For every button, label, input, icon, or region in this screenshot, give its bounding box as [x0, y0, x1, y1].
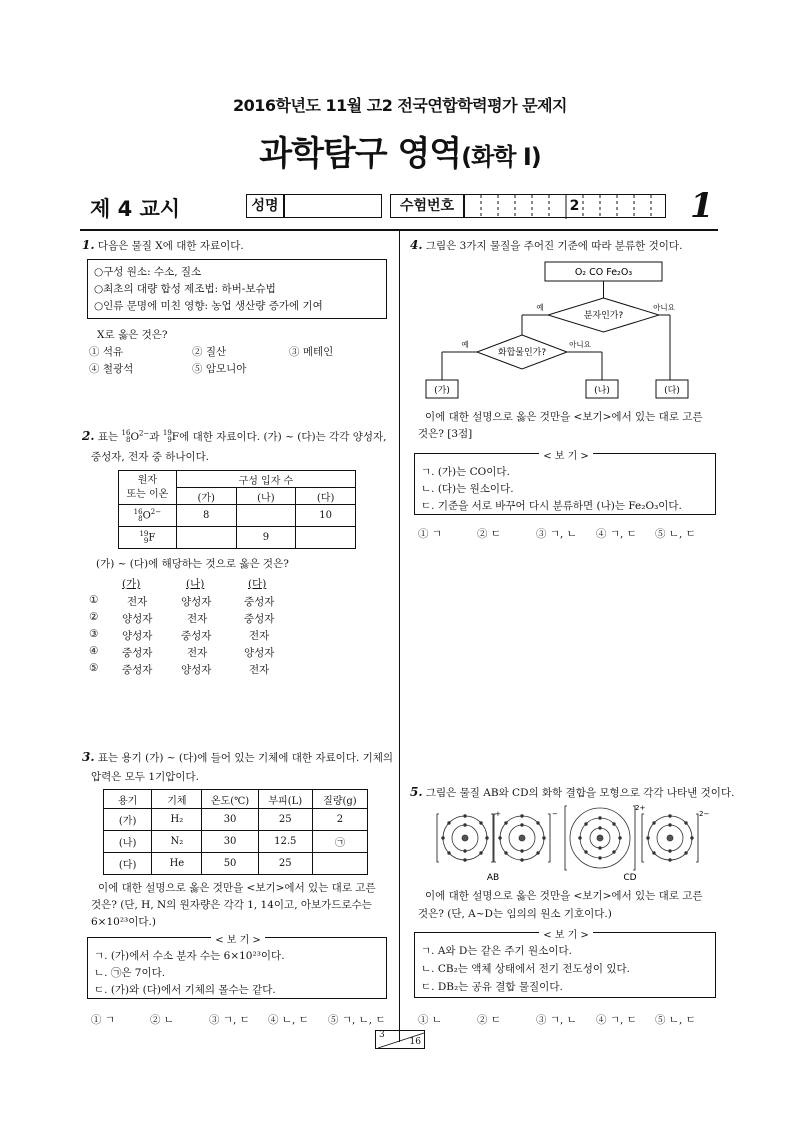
q3-cell: He — [152, 853, 202, 875]
q4-substances-text: O₂ CO Fe₂O₃ — [574, 267, 633, 278]
q5-ab-plus: + — [495, 810, 501, 818]
q3-bogi-item: ㄴ. ㉠은 7이다. — [94, 967, 166, 979]
q3-stem-line1 — [82, 750, 393, 765]
id-label: 수험번호 — [399, 198, 455, 214]
q1-info-line: ○인류 문명에 미친 영향: 농업 생산량 증가에 기여 — [94, 300, 323, 312]
q1-option-1[interactable]: ① 석유 — [89, 346, 124, 358]
q5-label-cd: CD — [623, 873, 637, 883]
q3-header: 기체 — [152, 790, 202, 809]
q2-answer-row[interactable] — [89, 611, 389, 628]
q3-cell: ㉠ — [312, 831, 367, 853]
q4-flowchart — [420, 255, 710, 405]
q2-table — [118, 470, 356, 549]
q3-cell: 30 — [202, 809, 258, 831]
q3-bogi-item: ㄷ. (가)와 (다)에서 기체의 몰수는 같다. — [94, 984, 276, 996]
q2-answer-c: 전자 — [249, 664, 270, 676]
q2-answer-row[interactable] — [89, 628, 389, 645]
q4-option-1[interactable]: ① ㄱ — [418, 528, 442, 540]
q2-stem-a: 표는 — [97, 431, 119, 443]
q3-stem1: 표는 용기 (가) ~ (다)에 들어 있는 기체에 대한 자료이다. 기체의 — [97, 752, 394, 764]
q3-cell: (나) — [104, 831, 152, 853]
q2-answer-a: 전자 — [127, 596, 148, 608]
q2-question: (가) ~ (다)에 해당하는 것으로 옳은 것은? — [96, 558, 289, 570]
q5-bogi-label: < 보 기 > — [539, 930, 593, 941]
q2-answer-c: 중성자 — [244, 596, 275, 608]
q3-option-3[interactable]: ③ ㄱ, ㄷ — [209, 1014, 250, 1026]
q2-answer-c: 양성자 — [244, 647, 275, 659]
q2-stem-c: 에 대한 자료이다. (가) ~ (다)는 각각 양성자, — [179, 431, 387, 443]
subject-title — [0, 126, 800, 175]
q2-row2-species — [119, 527, 177, 549]
q5-body1: 이에 대한 설명으로 옳은 것만을 <보기>에서 있는 대로 고른 — [425, 890, 703, 902]
q4-body1: 이에 대한 설명으로 옳은 것만을 <보기>에서 있는 대로 고른 — [425, 411, 703, 423]
q3-header: 질량(g) — [312, 790, 367, 809]
q2-stem-line2: 중성자, 전자 중 하나이다. — [91, 451, 210, 463]
q4-bogi-label: < 보 기 > — [539, 451, 593, 462]
q2-answer-row[interactable] — [89, 662, 389, 679]
q3-cell: H₂ — [152, 809, 202, 831]
q4-decision1-text: 분자인가? — [583, 311, 624, 321]
q3-cell: (가) — [104, 809, 152, 831]
q2-answer-a: 양성자 — [122, 613, 153, 625]
q2-row1-z: 8 — [138, 514, 143, 523]
q2-col-a: (가) — [176, 488, 236, 505]
q2-ion2-mass: 19 — [162, 429, 172, 437]
q2-answer-a: 중성자 — [122, 664, 153, 676]
q2-ion2-z: 9 — [167, 436, 172, 444]
q4-option-5[interactable]: ⑤ ㄴ, ㄷ — [655, 528, 696, 540]
q2-row1-c: 10 — [296, 505, 356, 527]
q2-answer-num: ① — [89, 594, 99, 606]
q2-ion2-symbol: F — [171, 431, 180, 443]
q1-option-4[interactable]: ④ 철광석 — [89, 363, 134, 375]
q2-row2-b: 9 — [236, 527, 296, 549]
q2-row2-z: 9 — [143, 536, 149, 545]
q2-row2-symbol: F — [148, 532, 156, 543]
name-label-box — [246, 194, 284, 218]
q1-option-3[interactable]: ③ 메테인 — [289, 346, 334, 358]
q2-answer-b: 양성자 — [181, 664, 212, 676]
q2-table-h1: 원자 — [137, 474, 158, 486]
q5-option-4[interactable]: ④ ㄱ, ㄷ — [596, 1014, 637, 1026]
q5-cd-minus: 2− — [699, 810, 710, 818]
q5-bogi-box — [414, 932, 716, 998]
q4-bogi-item: ㄷ. 기준을 서로 바꾸어 다시 분류하면 (나)는 Fe₂O₃이다. — [421, 500, 682, 512]
q3-option-1[interactable]: ① ㄱ — [91, 1014, 115, 1026]
q4-stem — [410, 238, 682, 253]
subject-sub: (화학 Ⅰ) — [461, 143, 541, 171]
column-divider — [399, 231, 400, 1042]
q5-cd-plus: 2+ — [635, 804, 646, 812]
q4-yes2: 예 — [461, 340, 469, 349]
q5-ab-cation — [437, 814, 493, 862]
q3-body1: 이에 대한 설명으로 옳은 것만을 <보기>에서 있는 대로 고른 — [98, 882, 376, 894]
q2-answer-a: 중성자 — [122, 647, 153, 659]
q4-option-3[interactable]: ③ ㄱ, ㄴ — [536, 528, 577, 540]
q2-answer-num: ③ — [89, 628, 99, 640]
q4-bogi-box — [414, 453, 716, 515]
period-label: 제 4 교시 — [90, 197, 181, 221]
q5-option-2[interactable]: ② ㄷ — [477, 1014, 501, 1026]
q2-answer-row[interactable] — [89, 645, 389, 662]
q2-row2-mass: 19 — [139, 529, 149, 538]
exam-title: 2016학년도 11월 고2 전국연합학력평가 문제지 — [232, 96, 567, 115]
footer-page-box — [375, 1030, 425, 1049]
q3-cell: 50 — [202, 853, 258, 875]
q2-col-b: (나) — [236, 488, 296, 505]
q3-number: 3. — [82, 750, 95, 764]
q4-decision2-text: 화합물인가? — [497, 348, 547, 358]
q3-bogi-label: < 보 기 > — [211, 935, 265, 946]
id-label-box — [390, 194, 464, 218]
q2-table-h1b: 또는 이온 — [126, 488, 169, 500]
q2-answer-b: 전자 — [187, 647, 208, 659]
q2-stem-b: 과 — [149, 431, 160, 443]
q4-number: 4. — [410, 238, 423, 252]
q3-header: 부피(L) — [258, 790, 312, 809]
q5-number: 5. — [410, 785, 423, 799]
q5-bogi-item: ㄱ. A와 D는 같은 주기 원소이다. — [421, 945, 572, 957]
q4-out-a: (가) — [434, 386, 450, 396]
q2-answer-num: ⑤ — [89, 662, 99, 674]
q3-body2: 것은? (단, H, N의 원자량은 각각 1, 14이고, 아보가드로수는 — [91, 899, 372, 911]
q2-ion1-symbol: O — [130, 431, 140, 443]
q5-body2: 것은? (단, A~D는 임의의 원소 기호이다.) — [418, 908, 612, 920]
q1-stem-text: 다음은 물질 X에 대한 자료이다. — [97, 240, 244, 252]
q2-ans-header-a: (가) — [122, 578, 141, 590]
q3-cell — [312, 853, 367, 875]
q2-answer-b: 양성자 — [181, 596, 212, 608]
q1-option-2[interactable]: ② 질산 — [192, 346, 227, 358]
q3-body3: 6×10²³이다.) — [91, 916, 156, 928]
q2-answer-b: 전자 — [187, 613, 208, 625]
footer-page: 3 — [379, 1030, 385, 1040]
q5-cd-anion — [642, 814, 698, 862]
q3-bogi-box — [87, 937, 387, 999]
q4-out-c: (다) — [664, 386, 680, 396]
q2-table-header-particles: 구성 입자 수 — [176, 471, 355, 488]
q3-option-4[interactable]: ④ ㄴ, ㄷ — [268, 1014, 309, 1026]
q2-stem — [82, 429, 386, 444]
q2-row1-charge: 2− — [150, 508, 162, 517]
q5-option-1[interactable]: ① ㄴ — [418, 1014, 442, 1026]
q2-answer-num: ② — [89, 611, 99, 623]
q4-option-4[interactable]: ④ ㄱ, ㄷ — [596, 528, 637, 540]
q4-yes1: 예 — [536, 303, 544, 312]
q4-stem-text: 그림은 3가지 물질을 주어진 기준에 따라 분류한 것이다. — [425, 240, 683, 252]
q2-row2-a — [176, 527, 236, 549]
q2-row1-a: 8 — [176, 505, 236, 527]
q3-header: 용기 — [104, 790, 152, 809]
q5-option-5[interactable]: ⑤ ㄴ, ㄷ — [655, 1014, 696, 1026]
page-number: 1 — [690, 186, 714, 226]
q3-cell: 12.5 — [258, 831, 312, 853]
q2-answer-a: 양성자 — [122, 630, 153, 642]
q2-row2-c — [296, 527, 356, 549]
q4-bogi-item: ㄱ. (가)는 CO이다. — [421, 466, 510, 478]
q4-no2: 아니요 — [569, 340, 591, 349]
q1-option-5[interactable]: ⑤ 암모니아 — [192, 363, 247, 375]
q1-info-line: ○구성 원소: 수소, 질소 — [94, 266, 202, 278]
footer-total: 16 — [409, 1037, 421, 1047]
q3-stem-line2: 압력은 모두 1기압이다. — [91, 771, 199, 783]
q3-cell: 2 — [312, 809, 367, 831]
id-digit: 2 — [569, 198, 580, 214]
q2-row1-species — [119, 505, 177, 527]
q3-option-2[interactable]: ② ㄴ — [150, 1014, 174, 1026]
q2-ans-header-b: (나) — [186, 578, 205, 590]
id-field[interactable] — [464, 194, 666, 218]
q5-option-3[interactable]: ③ ㄱ, ㄴ — [536, 1014, 577, 1026]
q2-answer-c: 중성자 — [244, 613, 275, 625]
q3-option-5[interactable]: ⑤ ㄱ, ㄴ, ㄷ — [328, 1014, 386, 1026]
q3-cell: (다) — [104, 853, 152, 875]
q5-bogi-item: ㄷ. DB₂는 공유 결합 물질이다. — [421, 981, 563, 993]
q5-bond-model — [425, 800, 715, 885]
q1-info-line: ○최초의 대량 합성 제조법: 하버-보슈법 — [94, 283, 276, 295]
name-label: 성명 — [251, 198, 279, 214]
q5-ab-anion — [494, 814, 550, 862]
q5-stem — [410, 785, 734, 800]
q2-answer-c: 전자 — [249, 630, 270, 642]
q5-stem-text: 그림은 물질 AB와 CD의 화학 결합을 모형으로 각각 나타낸 것이다. — [425, 787, 735, 799]
q3-bogi-item: ㄱ. (가)에서 수소 분자 수는 6×10²³이다. — [94, 950, 285, 962]
q2-answer-list — [89, 594, 389, 679]
q5-bogi-item: ㄴ. CB₂는 액체 상태에서 전기 전도성이 있다. — [421, 963, 630, 975]
q3-cell: N₂ — [152, 831, 202, 853]
q2-row1-mass: 16 — [133, 507, 143, 516]
q3-cell: 25 — [258, 853, 312, 875]
q3-cell: 30 — [202, 831, 258, 853]
q1-number: 1. — [82, 238, 95, 252]
q5-cd-cation — [565, 806, 635, 870]
q2-col-c: (다) — [296, 488, 356, 505]
q4-no1: 아니요 — [653, 303, 675, 312]
q2-table-header-atom — [119, 471, 177, 505]
q1-info-box — [87, 259, 387, 319]
q4-body2: 것은? [3점] — [418, 428, 473, 440]
subject-main: 과학탐구 영역 — [259, 134, 462, 174]
q4-bogi-item: ㄴ. (다)는 원소이다. — [421, 483, 514, 495]
q2-ion1-z: 8 — [125, 436, 131, 444]
q3-table — [103, 789, 368, 875]
q1-stem — [82, 238, 244, 253]
name-field[interactable] — [284, 194, 382, 218]
q2-ion1-charge: 2− — [139, 429, 150, 438]
q5-ab-minus: − — [552, 810, 558, 818]
q2-answer-row[interactable] — [89, 594, 389, 611]
q2-number: 2. — [82, 429, 95, 443]
q2-ion1-mass: 16 — [121, 429, 131, 437]
q1-question: X로 옳은 것은? — [97, 329, 168, 341]
q3-cell: 25 — [258, 809, 312, 831]
q5-label-ab: AB — [486, 873, 500, 883]
q2-ans-header-c: (다) — [248, 578, 267, 590]
q4-option-2[interactable]: ② ㄷ — [477, 528, 501, 540]
q3-header: 온도(℃) — [202, 790, 258, 809]
q2-row1-b — [236, 505, 296, 527]
q2-answer-num: ④ — [89, 645, 99, 657]
q2-answer-b: 중성자 — [181, 630, 212, 642]
q2-ion2-nuclide — [163, 430, 172, 444]
q4-out-b: (나) — [594, 386, 610, 396]
q2-row1-symbol: O — [142, 510, 151, 522]
